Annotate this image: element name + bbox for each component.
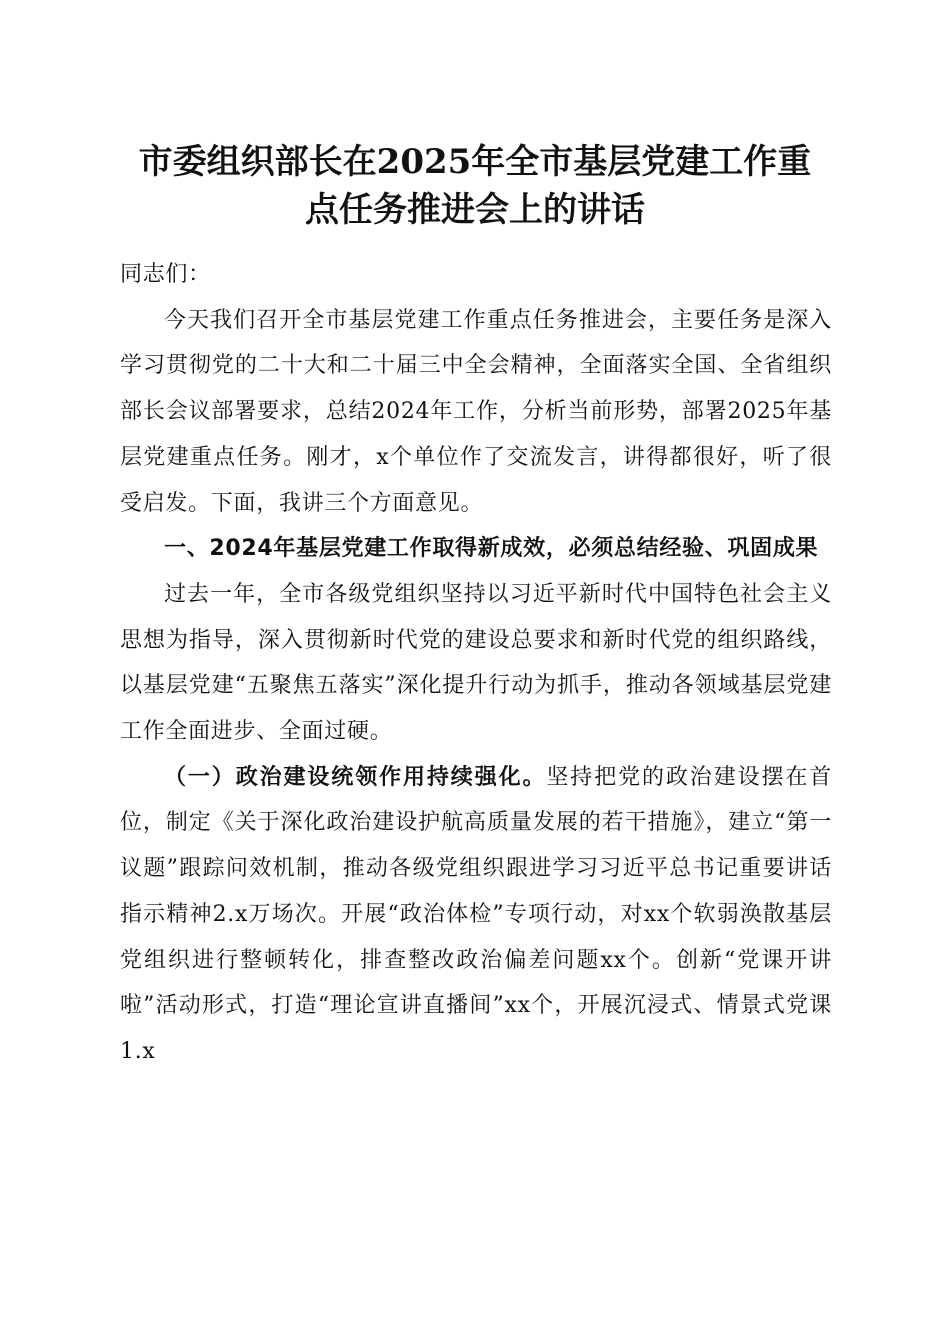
document-body (120, 252, 832, 1075)
subsection-1-heading: （一）政治建设统领作用持续强化。 (164, 763, 547, 790)
section-1-paragraph: 过去一年，全市各级党组织坚持以习近平新时代中国特色社会主义思想为指导，深入贯彻新时代党的建设总要求和新时代党的组织路线，以基层党建“五聚焦五落实”深化提升行动为抓手，推动各领域基层党建工作全面进步、全面过硬。 (120, 581, 832, 745)
subsection-1-paragraph (120, 755, 832, 1075)
subsection-1-text: 坚持把党的政治建设摆在首位，制定《关于深化政治建设护航高质量发展的若干措施》，建立“第一议题”跟踪问效机制，推动各级党组织跟进学习习近平总书记重要讲话指示精神2.x万场次。开展“政治体检”专项行动，对xx个软弱涣散基层党组织进行整顿转化，排查整改政治偏差问题xx个。创新“党课开讲啦”活动形式，打造“理论宣讲直播间”xx个，开展沉浸式、情景式党课1.x (120, 764, 833, 1064)
title-line-2: 点任务推进会上的讲话 (305, 190, 645, 230)
salutation: 同志们： (120, 262, 211, 287)
title-line-1: 市委组织部长在2025年全市基层党建工作重 (138, 142, 812, 182)
intro-paragraph: 今天我们召开全市基层党建工作重点任务推进会，主要任务是深入学习贯彻党的二十大和二十届三中全会精神，全面落实全国、全省组织部长会议部署要求，总结2024年工作，分析当前形势，部署2025年基层党建重点任务。刚才，x个单位作了交流发言，讲得都很好，听了很受启发。下面，我讲三个方面意见。 (120, 307, 832, 516)
section-1-heading: 一、2024年基层党建工作取得新成效，必须总结经验、巩固成果 (164, 536, 819, 562)
document-title (110, 138, 840, 234)
